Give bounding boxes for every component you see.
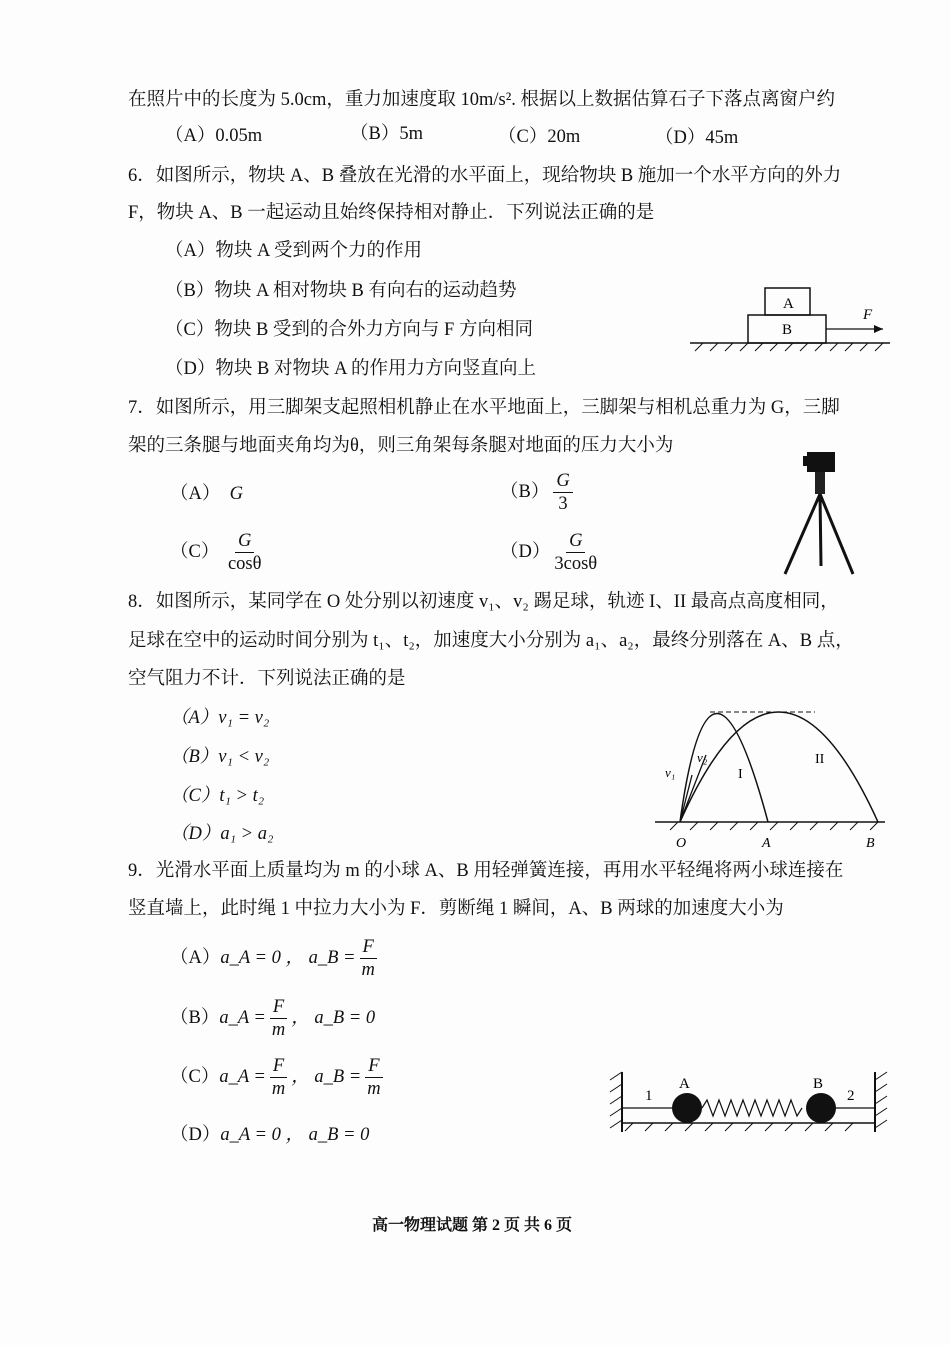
q9-option-b: （B）a_A = $\frac{F}{m}$ ， a_B = 0	[170, 997, 376, 1040]
page-footer: 高一物理试题 第 2 页 共 6 页	[372, 1217, 573, 1234]
point-b-label: B	[866, 836, 875, 851]
force-f-label: F	[863, 307, 873, 323]
ball-b-label: B	[813, 1076, 824, 1092]
q8-option-c: （C）t₁ > t₂	[170, 786, 265, 806]
spring-balls-figure	[605, 1068, 890, 1138]
q7-stem-2: 架的三条腿与地面夹角均为θ，则三角架每条腿对地面的压力大小为	[128, 436, 674, 456]
ball-a-label: A	[679, 1076, 690, 1092]
rope-1-label: 1	[645, 1088, 653, 1104]
q6-option-d: （D）物块 B 对物块 A 的作用力方向竖直向上	[165, 359, 537, 379]
trajectory-ii-label: II	[815, 752, 825, 767]
q5-option-a: （A）0.05m	[165, 126, 263, 146]
q7-option-a: （A） G	[170, 484, 243, 504]
q9-stem-2: 竖直墙上，此时绳 1 中拉力大小为 F．剪断绳 1 瞬间，A、B 两球的加速度大小为	[128, 899, 784, 919]
v1-label: v₁	[665, 765, 676, 780]
q8-option-b: （B）v₁ < v₂	[170, 747, 270, 767]
q5-option-b: （B）5m	[350, 124, 423, 144]
q8-option-a: （A）v₁ = v₂	[170, 708, 270, 728]
q6-stem-2: F，物块 A、B 一起运动且始终保持相对静止．下列说法正确的是	[128, 203, 655, 223]
q9-option-d: （D）a_A = 0 ， a_B = 0	[170, 1125, 370, 1145]
q7-option-c: （C） $\frac{G}{\cos\theta}$	[170, 531, 262, 574]
q6-option-c: （C）物块 B 受到的合外力方向与 F 方向相同	[165, 320, 533, 340]
q8-stem-3: 空气阻力不计．下列说法正确的是	[128, 669, 406, 689]
trajectory-figure	[650, 700, 890, 855]
block-a-label: A	[783, 296, 794, 312]
q9-option-c: （C）a_A = $\frac{F}{m}$ ， a_B = $\frac{F}{m}$	[170, 1056, 381, 1099]
block-b-label: B	[782, 322, 793, 338]
point-a-label: A	[762, 836, 771, 851]
trajectory-i-label: I	[738, 767, 743, 782]
q6-stem-1: 6．如图所示，物块 A、B 叠放在光滑的水平面上，现给物块 B 施加一个水平方向的外力	[128, 166, 842, 186]
q5-option-c: （C）20m	[498, 127, 581, 147]
blocks-figure	[685, 285, 895, 355]
q5-option-d: （D）45m	[655, 128, 739, 148]
rope-2-label: 2	[847, 1088, 855, 1104]
q5-continuation: 在照片中的长度为 5.0cm，重力加速度取 10m/s². 根据以上数据估算石子下落点离窗户约	[128, 90, 836, 110]
q9-stem-1: 9．光滑水平面上质量均为 m 的小球 A、B 用轻弹簧连接，再用水平轻绳将两小球连接在	[128, 861, 844, 881]
q7-option-d: （D） $\frac{G}{3\cos\theta}$	[500, 531, 598, 574]
q8-option-d: （D）a₁ > a₂	[170, 824, 274, 844]
q6-option-a: （A）物块 A 受到两个力的作用	[165, 241, 422, 261]
v2-label: v₂	[697, 750, 708, 765]
q8-stem-2: 足球在空中的运动时间分别为 t₁、t₂，加速度大小分别为 a₁、a₂，最终分别落在 A、B 点，	[128, 631, 854, 651]
q6-option-b: （B）物块 A 相对物块 B 有向右的运动趋势	[165, 281, 517, 301]
q7-option-b: （B） $\frac{G}{3}$	[500, 470, 577, 515]
q9-option-a: （A）a_A = 0 ， a_B = $\frac{F}{m}$	[170, 937, 375, 980]
q7-stem-1: 7．如图所示，用三脚架支起照相机静止在水平地面上，三脚架与相机总重力为 G，三脚	[128, 398, 840, 418]
tripod-camera-figure	[775, 448, 865, 578]
point-o-label: O	[676, 836, 687, 851]
q8-stem-1: 8．如图所示，某同学在 O 处分别以初速度 v₁、v₂ 踢足球，轨迹 I、II 最高点高度相同，	[128, 592, 839, 612]
